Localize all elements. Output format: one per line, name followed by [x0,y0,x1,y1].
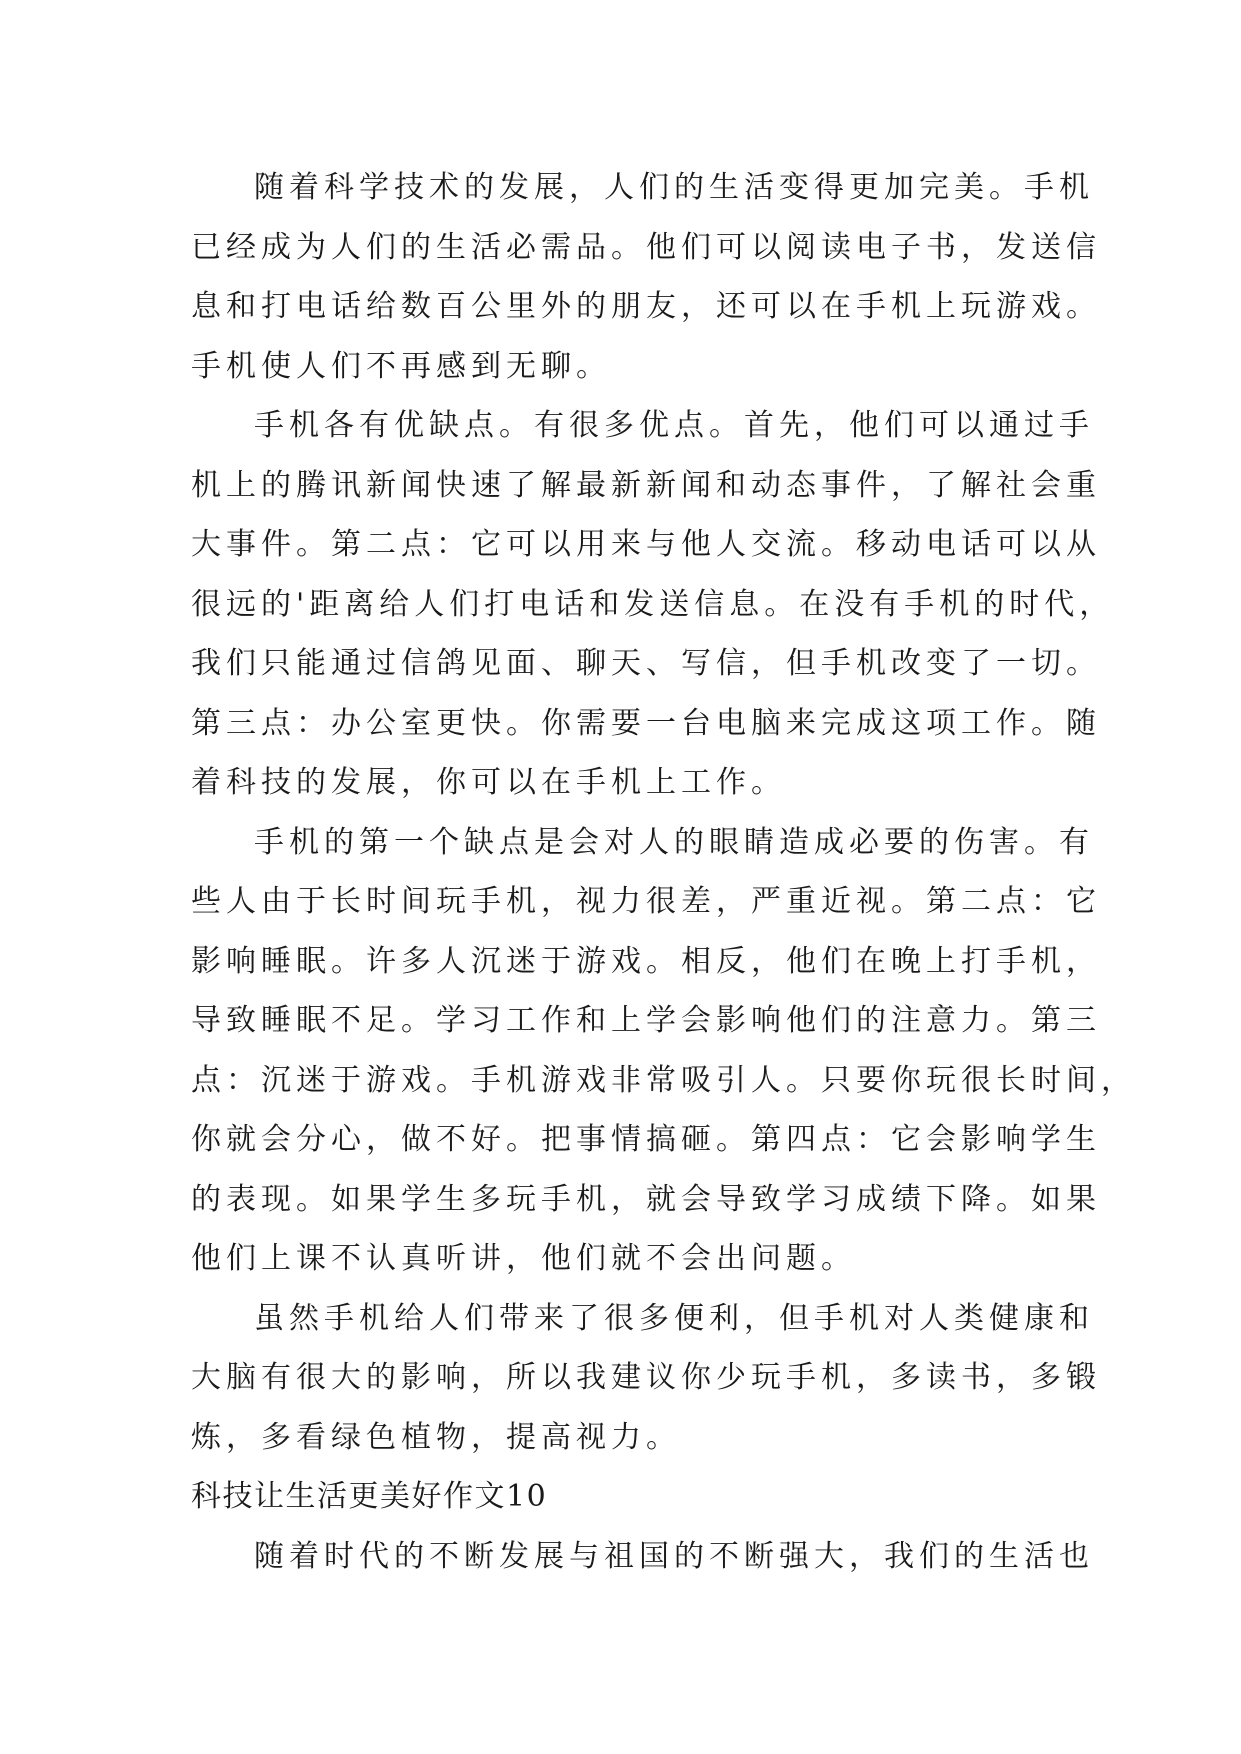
section-heading: 科技让生活更美好作文10 [191,1479,548,1514]
paragraph-line: 手机的第一个缺点是会对人的眼睛造成必要的伤害。有 [254,824,1094,860]
paragraph-line: 些人由于长时间玩手机，视力很差，严重近视。第二点：它 [191,884,1101,919]
paragraph-line: 第三点：办公室更快。你需要一台电脑来完成这项工作。随 [191,705,1101,741]
paragraph-line: 息和打电话给数百公里外的朋友，还可以在手机上玩游戏。 [191,289,1101,324]
paragraph-line: 大事件。第二点：它可以用来与他人交流。移动电话可以从 [191,527,1101,562]
paragraph-line: 我们只能通过信鸽见面、聊天、写信，但手机改变了一切。 [191,646,1101,681]
paragraph-line: 影响睡眠。许多人沉迷于游戏。相反，他们在晚上打手机， [191,943,1101,979]
paragraph-line: 随着时代的不断发展与祖国的不断强大，我们的生活也 [254,1538,1094,1574]
paragraph-line: 的表现。如果学生多玩手机，就会导致学习成绩下降。如果 [191,1181,1101,1217]
paragraph-line: 已经成为人们的生活必需品。他们可以阅读电子书，发送信 [191,229,1101,265]
paragraph-line: 很远的'距离给人们打电话和发送信息。在没有手机的时代， [191,586,1115,622]
paragraph-line: 大脑有很大的影响，所以我建议你少玩手机，多读书，多锻 [191,1360,1101,1395]
document-body [191,158,1136,1586]
paragraph-line: 手机各有优缺点。有很多优点。首先，他们可以通过手 [254,408,1094,443]
paragraph-line: 机上的腾讯新闻快速了解最新新闻和动态事件，了解社会重 [191,467,1101,503]
paragraph-line: 着科技的发展，你可以在手机上工作。 [191,765,786,800]
paragraph-line: 炼，多看绿色植物，提高视力。 [191,1419,681,1455]
paragraph-line: 随着科学技术的发展，人们的生活变得更加完美。手机 [254,170,1094,205]
paragraph-line: 虽然手机给人们带来了很多便利，但手机对人类健康和 [254,1300,1094,1336]
paragraph-line: 手机使人们不再感到无聊。 [191,348,611,384]
paragraph-line: 你就会分心，做不好。把事情搞砸。第四点：它会影响学生 [191,1122,1101,1157]
paragraph-line: 点：沉迷于游戏。手机游戏非常吸引人。只要你玩很长时间， [191,1062,1136,1098]
paragraph-line: 导致睡眠不足。学习工作和上学会影响他们的注意力。第三 [191,1003,1101,1038]
paragraph-line: 他们上课不认真听讲，他们就不会出问题。 [191,1241,856,1276]
